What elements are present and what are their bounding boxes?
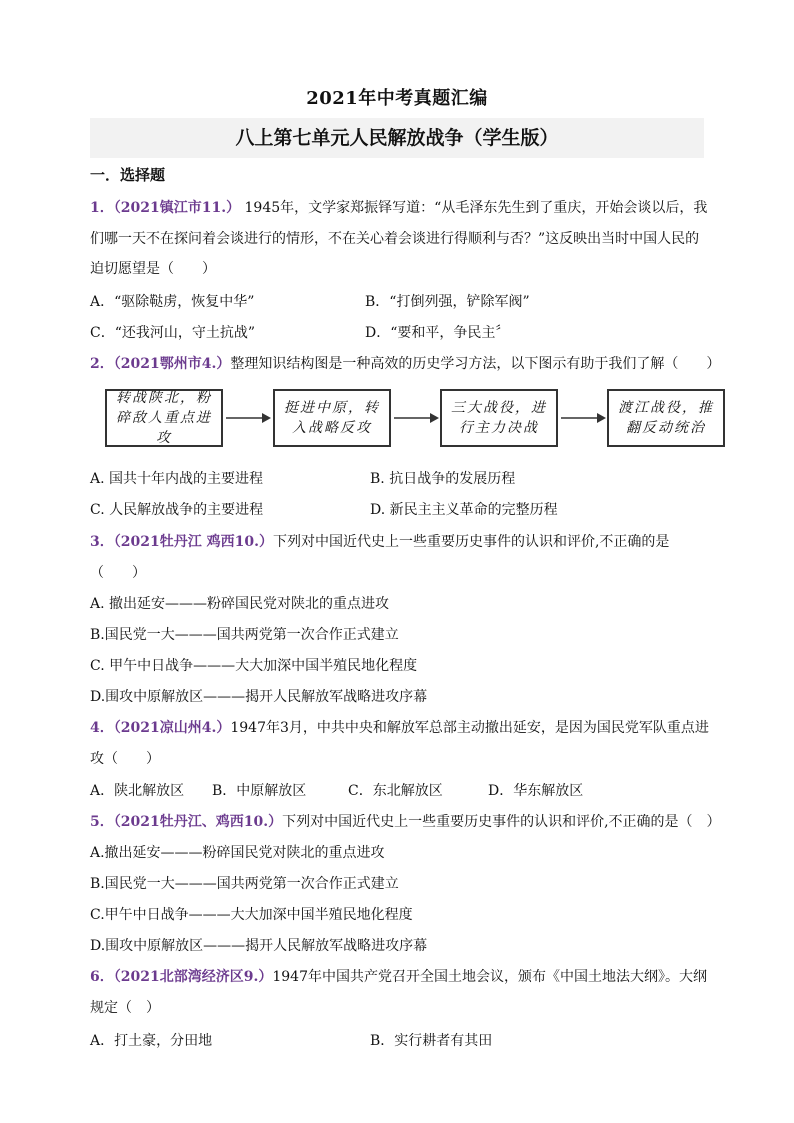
option-d: D．“要和平，争民主〞 bbox=[365, 325, 510, 341]
question-number: 5． bbox=[90, 814, 114, 830]
option-b: B. 抗日战争的发展历程 bbox=[370, 471, 516, 487]
option-a: A．“驱除鞑虏，恢复中华” bbox=[90, 294, 255, 310]
question-4-line2: 攻（ ） bbox=[90, 751, 160, 767]
option-a: A．陕北解放区 bbox=[90, 783, 185, 799]
question-source: （2021凉山州4.） bbox=[113, 720, 231, 736]
flow-step-1: 转战陕北，粉碎敌人重点进攻 bbox=[105, 389, 223, 447]
option-a: A.撤出延安———粉碎国民党对陕北的重点进攻 bbox=[90, 845, 385, 861]
option-b: B．中原解放区 bbox=[212, 783, 307, 799]
question-number: 2． bbox=[90, 356, 114, 372]
question-text: 整理知识结构图是一种高效的历史学习方法，以下图示有助于我们了解（ ） bbox=[230, 356, 721, 372]
option-c: C. 人民解放战争的主要进程 bbox=[90, 502, 264, 518]
arrow-right-icon bbox=[561, 410, 607, 426]
document-subtitle: 八上第七单元人民解放战争（学生版） bbox=[90, 118, 704, 158]
option-d: D. 新民主主义革命的完整历程 bbox=[370, 502, 558, 518]
question-source: （2021牡丹江、鸡西10.） bbox=[113, 814, 283, 830]
question-text: 下列对中国近代史上一些重要历史事件的认识和评价,不正确的是 bbox=[272, 534, 670, 550]
arrow-right-icon bbox=[394, 410, 440, 426]
option-a: A．打土豪，分田地 bbox=[90, 1033, 213, 1049]
question-6 bbox=[90, 966, 710, 986]
option-a: A. 撤出延安———粉碎国民党对陕北的重点进攻 bbox=[90, 596, 390, 612]
option-a: A. 国共十年内战的主要进程 bbox=[90, 471, 264, 487]
question-4 bbox=[90, 717, 710, 737]
question-text: 1945年，文学家郑振铎写道：“从毛泽东先生到了重庆，开始会谈以后，我 bbox=[240, 200, 708, 216]
question-source: （2021鄂州市4.） bbox=[113, 356, 231, 372]
question-text: 1947年3月，中共中央和解放军总部主动撤出延安，是因为国民党军队重点进 bbox=[230, 720, 709, 736]
question-number: 4． bbox=[90, 720, 114, 736]
option-c: C. 甲午中日战争———大大加深中国半殖民地化程度 bbox=[90, 658, 418, 674]
option-b: B．“打倒列强，铲除军阀” bbox=[365, 294, 530, 310]
option-c: C．“还我河山，守土抗战” bbox=[90, 325, 256, 341]
option-b: B.国民党一大———国共两党第一次合作正式建立 bbox=[90, 876, 399, 892]
section-heading: 一．选择题 bbox=[90, 166, 166, 184]
question-number: 6． bbox=[90, 969, 114, 985]
option-b: B.国民党一大———国共两党第一次合作正式建立 bbox=[90, 627, 399, 643]
document-title: 2021年中考真题汇编 bbox=[306, 88, 488, 109]
question-3 bbox=[90, 531, 710, 551]
question-source: （2021牡丹江 鸡西10.） bbox=[113, 534, 273, 550]
question-1 bbox=[90, 197, 710, 217]
question-1-line2: 们哪一天不在探问着会谈进行的情形，不在关心着会谈进行得顺利与否？”这反映出当时中国人民的 bbox=[90, 231, 700, 247]
question-text: 1947年中国共产党召开全国土地会议，颁布《中国土地法大纲》。大纲 bbox=[272, 969, 707, 985]
option-d: D．华东解放区 bbox=[488, 783, 584, 799]
option-c: C.甲午中日战争———大大加深中国半殖民地化程度 bbox=[90, 907, 413, 923]
arrow-right-icon bbox=[226, 410, 272, 426]
question-3-line2: （ ） bbox=[90, 565, 146, 581]
option-b: B．实行耕者有其田 bbox=[370, 1033, 493, 1049]
question-text: 下列对中国近代史上一些重要历史事件的认识和评价,不正确的是（ ） bbox=[282, 814, 721, 830]
question-5 bbox=[90, 811, 721, 831]
question-2 bbox=[90, 353, 721, 373]
question-1-line3: 迫切愿望是（ ） bbox=[90, 261, 216, 277]
flow-step-2: 挺进中原，转入战略反攻 bbox=[273, 389, 391, 447]
flow-step-3: 三大战役，进行主力决战 bbox=[440, 389, 558, 447]
question-source: （2021镇江市11.） bbox=[113, 200, 241, 216]
option-c: C．东北解放区 bbox=[348, 783, 443, 799]
question-number: 1． bbox=[90, 200, 114, 216]
question-6-line2: 规定（ ） bbox=[90, 1000, 160, 1016]
option-d: D.围攻中原解放区———揭开人民解放军战略进攻序幕 bbox=[90, 938, 428, 954]
flow-step-4: 渡江战役，推翻反动统治 bbox=[607, 389, 725, 447]
question-source: （2021北部湾经济区9.） bbox=[113, 969, 273, 985]
question-number: 3． bbox=[90, 534, 114, 550]
option-d: D.围攻中原解放区———揭开人民解放军战略进攻序幕 bbox=[90, 689, 428, 705]
